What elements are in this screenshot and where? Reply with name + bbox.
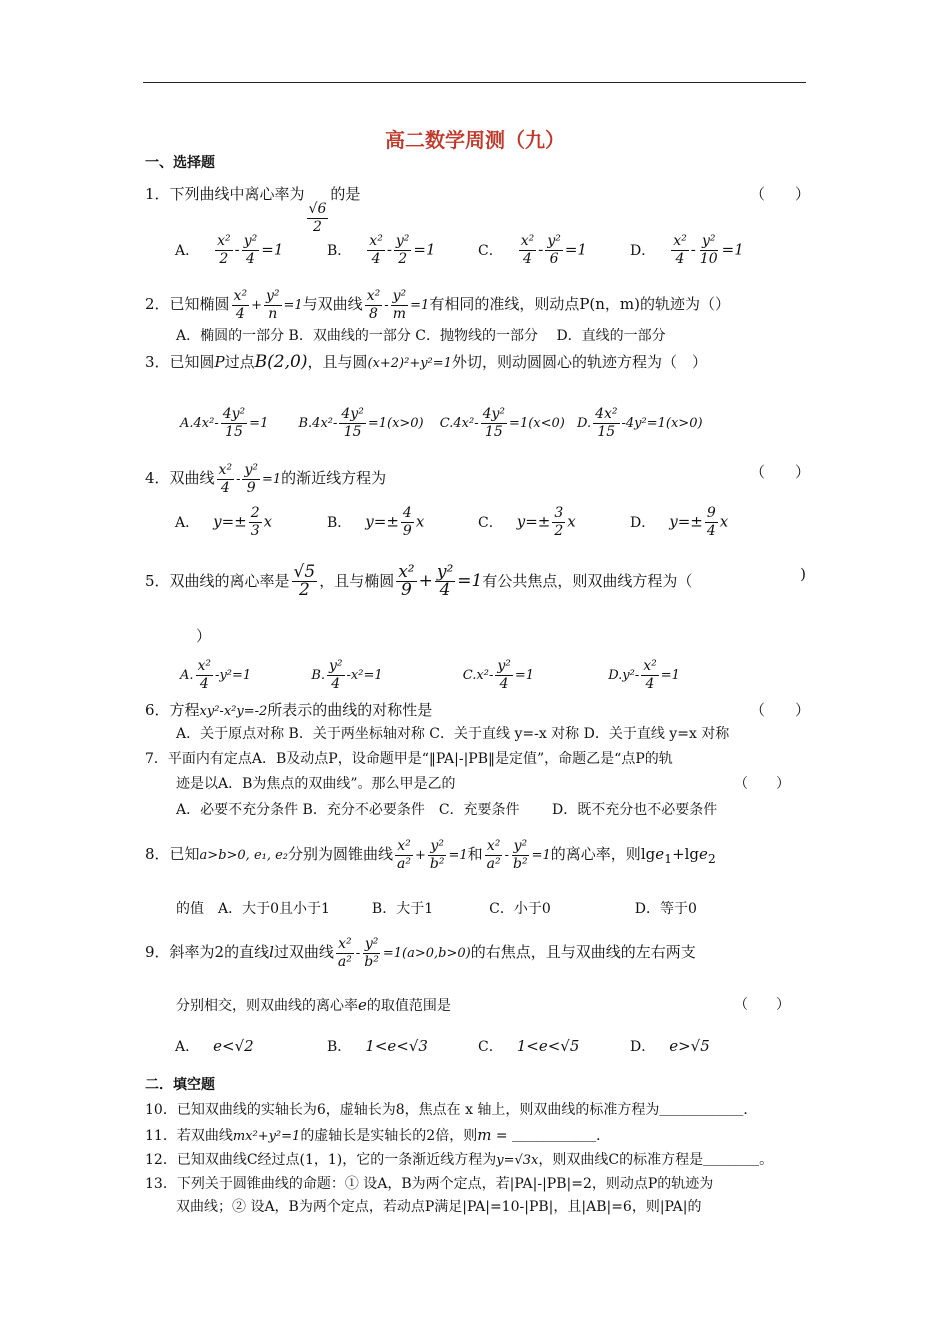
answer-paren: （ ） — [749, 185, 810, 203]
answer-paren: （ ） — [749, 463, 810, 481]
question-8: 8．已知a>b>0, e₁, e₂分别为圆锥曲线 $\frac{\text{x²}}{\text{a²}}$ + $\frac{\text{y²}}{\text{b²}}$ =1和 $\frac{\text{x²}}{\text{a²}}$ - $\frac{\text{y²}}{\text{b²}}$ =1的离心率，则lge$_1$+lge$_2$ — [145, 838, 716, 872]
question-1-options — [175, 228, 815, 272]
option-d: D． y=± $\frac{9}{4}$ x — [630, 504, 729, 539]
question-5-options: A. $\frac{\text{x²}}{4}$ -y²=1 B. $\frac{\text{y²}}{4}$ -x²=1 C.x²- $\frac{\text{y²}}{4}$ =1 D.y²- $\frac{\text{x²}}{4}$ =1 — [180, 658, 680, 692]
question-9-line-2: 分别相交，则双曲线的离心率e的取值范围是 （ ） — [176, 996, 790, 1014]
question-6-options: A．关于原点对称 B．关于两坐标轴对称 C．关于直线 y=-x 对称 D．关于直线 y=x 对称 — [176, 726, 730, 742]
question-2-options: A．椭圆的一部分 B．双曲线的一部分 C．抛物线的一部分 D．直线的一部分 — [176, 328, 666, 344]
option-b: B． $\frac{\text{x²}}{4}$ - $\frac{\text{y²}}{2}$ =1 — [327, 232, 436, 267]
question-7-line-1: 7．平面内有定点A．B及动点P，设命题甲是“‖PA|-|PB‖是定值”，命题乙是“点P的轨 — [145, 751, 673, 767]
option-b: B． 1<e<√3 — [327, 1037, 428, 1055]
answer-paren: （ ） — [734, 997, 790, 1013]
question-9-options — [175, 1024, 815, 1068]
section-fill-heading: 二．填空题 — [145, 1077, 215, 1093]
question-3: 3．已知圆P过点B(2,0)，且与圆(x+2)²+y²=1外切，则动圆圆心的轨迹方程为（ ） — [145, 352, 707, 372]
question-2: 2．已知椭圆 $\frac{\text{x²}}{4}$ + $\frac{\text{y²}}{n}$ =1与双曲线 $\frac{\text{x²}}{8}$ - $\frac{\text{y²}}{m}$ =1有相同的准线，则动点P(n，m)的轨迹为（） — [145, 288, 730, 322]
question-5: 5．双曲线的离心率是 $\frac{√5}{2}$ ，且与椭圆 $\frac{\text{x²}}{9}$ + $\frac{\text{y²}}{4}$ =1有公共焦点，则双曲线方程为（ ) — [145, 562, 806, 600]
option-a: A． $\frac{\text{x²}}{2}$ - $\frac{\text{y²}}{4}$ =1 — [175, 232, 284, 267]
option-c: C． $\frac{\text{x²}}{4}$ - $\frac{\text{y²}}{6}$ =1 — [478, 232, 587, 267]
option-c: C． y=± $\frac{3}{2}$ x — [478, 504, 576, 539]
option-d: D． $\frac{\text{x²}}{4}$ - $\frac{\text{y²}}{10}$ =1 — [630, 232, 744, 267]
question-6: 6．方程xy²-x²y=-2所表示的曲线的对称性是 （ ） — [145, 701, 810, 719]
question-7-options: A．必要不充分条件 B．充分不必要条件 C．充要条件 D．既不充分也不必要条件 — [176, 802, 718, 818]
question-4: 4．双曲线 $\frac{\text{x²}}{4}$ - $\frac{\text{y²}}{9}$ =1的渐近线方程为 （ ） — [145, 462, 810, 496]
q1-eccentricity: $\frac{√6}{2}$ — [308, 201, 327, 235]
option-a: A． y=± $\frac{2}{3}$ x — [175, 504, 273, 539]
option-a: A． e<√2 — [175, 1037, 254, 1055]
question-1: 1．下列曲线中离心率为 $\frac{√6}{2}$ 的是 （ ） — [145, 185, 810, 235]
question-4-options — [175, 500, 815, 544]
question-10: 10．已知双曲线的实轴长为6，虚轴长为8，焦点在 x 轴上，则双曲线的标准方程为＿＿＿＿＿＿． — [145, 1102, 758, 1118]
answer-paren: （ ） — [749, 701, 810, 719]
question-12: 12．已知双曲线C经过点(1，1)，它的一条渐近线方程为y=√3x，则双曲线C的标准方程是＿＿＿＿。 — [145, 1152, 774, 1168]
page-title: 高二数学周测（九） — [385, 128, 565, 152]
option-d: D． e>√5 — [630, 1037, 710, 1055]
question-13-line-2: 双曲线；② 设A，B为两个定点，若动点P满足|PA|=10-|PB|，且|AB|=6，则|PA|的 — [176, 1199, 702, 1215]
option-c: C． 1<e<√5 — [478, 1037, 580, 1055]
header-rule — [143, 82, 806, 83]
question-8-options: 的值 A．大于0且小于1 B．大于1 C．小于0 D．等于0 — [176, 901, 697, 917]
option-b: B． y=± $\frac{4}{9}$ x — [327, 504, 425, 539]
question-5-continuation: ） — [196, 627, 212, 645]
question-13-line-1: 13．下列关于圆锥曲线的命题：① 设A，B为两个定点，若|PA|-|PB|=2，则动点P的轨迹为 — [145, 1176, 714, 1192]
question-3-options: A.4x²- $\frac{\text{4y²}}{15}$ =1 B.4x²- $\frac{\text{4y²}}{15}$ =1(x>0) C.4x²- $\frac{\text{4y²}}{15}$ =1(x<0) D. $\frac{\text{4x²}}{15}$ -4y²=1(x>0) — [180, 406, 703, 440]
question-9: 9．斜率为2的直线l过双曲线 $\frac{\text{x²}}{\text{a²}}$ - $\frac{\text{y²}}{\text{b²}}$ =1(a>0,b>0)的右焦点，且与双曲线的左右两支 — [145, 936, 696, 970]
question-11: 11．若双曲线mx²+y²=1的虚轴长是实轴长的2倍，则m = ＿＿＿＿＿＿． — [145, 1126, 611, 1144]
question-7-line-2: 迹是以A．B为焦点的双曲线”。那么甲是乙的 （ ） — [176, 776, 790, 792]
section-choice-heading: 一、选择题 — [145, 155, 215, 171]
